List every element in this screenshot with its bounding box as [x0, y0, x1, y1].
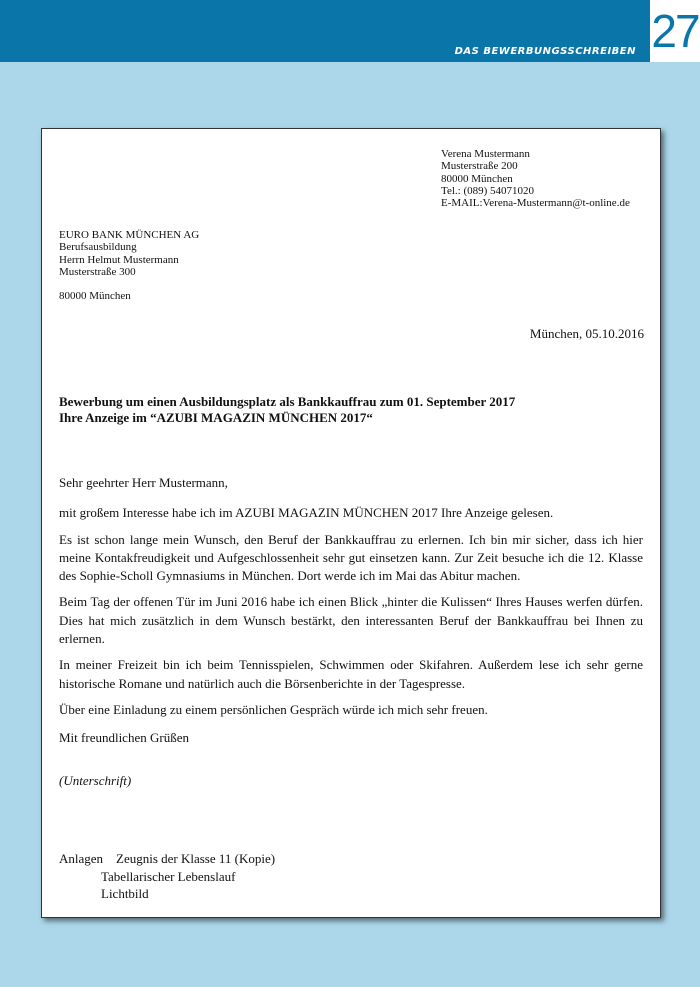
- attachment-item: Zeugnis der Klasse 11 (Kopie): [116, 851, 276, 866]
- page-number: 27: [651, 5, 699, 57]
- recipient-contact: Herrn Helmut Mustermann: [59, 253, 179, 266]
- body-paragraph: Es ist schon lange mein Wunsch, den Beruf der Bankkauffrau zu erlernen. Ich bin mir sicher, dass ich hier meine Kontakfreudigkeit und Aufgeschlossenheit sehr gut einsetzen kann. Zur Zeit besuche ich die 12. Klasse des Sophie-Scholl Gymnasiums in München. Dort werde ich im Mai das Abitur machen.: [59, 531, 643, 584]
- salutation: Sehr geehrter Herr Mustermann,: [59, 475, 228, 490]
- recipient-company: EURO BANK MÜNCHEN AG: [59, 229, 200, 241]
- sender-phone: Tel.: (089) 54071020: [441, 184, 535, 197]
- subject: [59, 394, 515, 425]
- sender-street: Musterstraße 200: [441, 160, 518, 173]
- sender-address: [441, 148, 630, 209]
- letter-sheet: [41, 128, 661, 918]
- subject-reference: Ihre Anzeige im “AZUBI MAGAZIN MÜNCHEN 2017“: [59, 409, 373, 425]
- section-title: DAS BEWERBUNGSSCHREIBEN: [454, 46, 636, 57]
- signature: (Unterschrift): [59, 773, 132, 788]
- header-bar: [0, 0, 650, 62]
- body-paragraph: Beim Tag der offenen Tür im Juni 2016 habe ich einen Blick „hinter die Kulissen“ Ihres Hauses werfen dürfen. Dies hat mich zusätzlich in dem Wunsch bestärkt, den interessanten Beruf der Bankkauffrau bei Ihnen zu erlernen.: [59, 594, 643, 647]
- recipient-address: [59, 229, 199, 302]
- sender-email: E-MAIL:Verena-Mustermann@t-online.de: [441, 197, 630, 210]
- body-paragraph: In meiner Freizeit bin ich beim Tennisspielen, Schwimmen oder Skifahren. Außerdem lese ich sehr gerne historische Romane und natürlich auch die Börsenberichte in der Tagespresse.: [59, 657, 643, 691]
- page-number-box: [650, 0, 700, 62]
- recipient-street: Musterstraße 300: [59, 265, 136, 278]
- body-paragraph: mit großem Interesse habe ich im AZUBI MAGAZIN MÜNCHEN 2017 Ihre Anzeige gelesen.: [59, 505, 554, 521]
- subject-line: Bewerbung um einen Ausbildungsplatz als Bankkauffrau zum 01. September 2017: [59, 394, 516, 409]
- recipient-department: Berufsausbildung: [59, 241, 137, 254]
- letter-date: München, 05.10.2016: [529, 326, 644, 341]
- attachments: [59, 850, 275, 903]
- letter-body: [59, 474, 643, 727]
- sender-name: Verena Mustermann: [441, 148, 530, 160]
- closing: Mit freundlichen Grüßen: [59, 730, 189, 745]
- attachments-label: Anlagen: [59, 851, 104, 866]
- body-paragraph: Über eine Einladung zu einem persönlichen Gespräch würde ich mich sehr freuen.: [59, 701, 488, 717]
- recipient-city: 80000 München: [59, 290, 131, 303]
- attachment-item: Lichtbild: [101, 886, 149, 901]
- attachment-item: Tabellarischer Lebenslauf: [101, 868, 236, 884]
- sender-city: 80000 München: [441, 172, 513, 185]
